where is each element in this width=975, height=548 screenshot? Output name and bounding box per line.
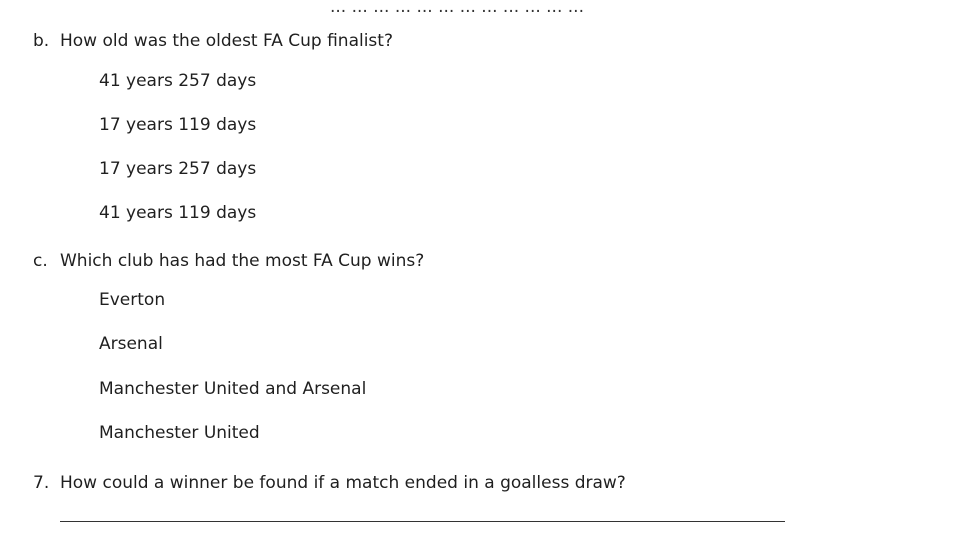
option-c-4[interactable]: Manchester United: [99, 423, 260, 443]
question-text: How old was the oldest FA Cup finalist?: [60, 31, 393, 51]
question-7: [33, 473, 626, 493]
question-label: c.: [33, 251, 48, 271]
option-b-3[interactable]: 17 years 257 days: [99, 159, 257, 179]
question-text: Which club has had the most FA Cup wins?: [60, 251, 425, 271]
question-text: How could a winner be found if a match ended in a goalless draw?: [60, 473, 626, 493]
option-c-2[interactable]: Arsenal: [99, 334, 163, 354]
option-b-2[interactable]: 17 years 119 days: [99, 115, 257, 135]
clipped-text: ... ... ... ... ... ... ... ... ... ... ... ...: [330, 6, 584, 17]
option-b-4[interactable]: 41 years 119 days: [99, 203, 257, 223]
question-label: b.: [33, 31, 50, 51]
question-c: [33, 251, 424, 271]
option-c-3[interactable]: Manchester United and Arsenal: [99, 379, 367, 399]
option-c-1[interactable]: Everton: [99, 290, 166, 310]
answer-line[interactable]: [60, 521, 785, 522]
question-b: [33, 31, 393, 51]
clipped-previous-text: [330, 6, 785, 20]
question-label: 7.: [33, 473, 50, 493]
option-b-1[interactable]: 41 years 257 days: [99, 71, 257, 91]
